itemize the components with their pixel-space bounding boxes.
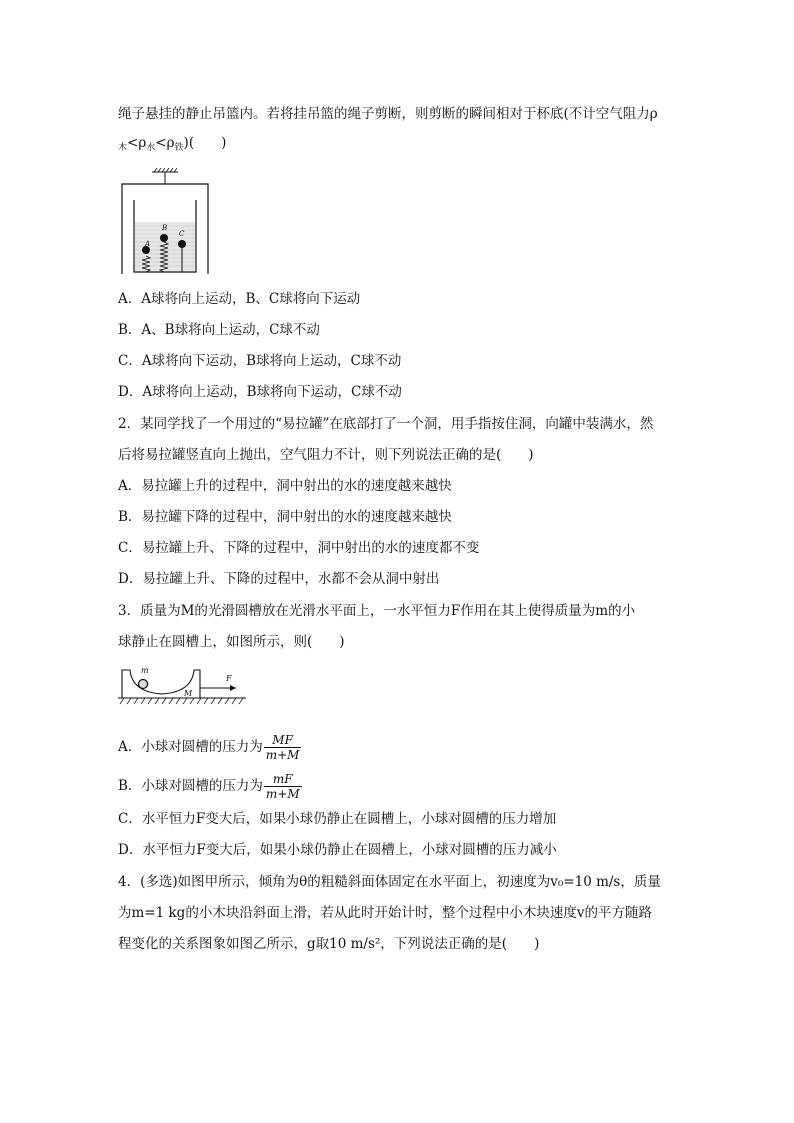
q3-stem-line2: 球静止在圆槽上，如图所示，则( ) [118, 634, 345, 650]
lt-rho-1: <ρ [127, 135, 147, 151]
q4-stem-line3: 程变化的关系图象如图乙所示，g取10 m/s²，下列说法正确的是( ) [118, 936, 540, 952]
sub-wood: 木 [118, 143, 128, 153]
q3-option-a-fraction [264, 733, 302, 762]
q3-option-b-fraction [264, 772, 302, 801]
q2-option-b: B．易拉罐下降的过程中，洞中射出的水的速度越来越快 [118, 509, 452, 525]
q2-stem-line1: 2．某同学找了一个用过的“易拉罐”在底部打了一个洞，用手指按住洞，向罐中装满水，然 [118, 416, 654, 432]
label-a: A [145, 240, 151, 248]
label-M: M [184, 689, 193, 698]
q1-stem-line2 [118, 133, 226, 155]
fraction-denominator: m+M [265, 748, 300, 762]
label-m: m [141, 666, 149, 675]
q3-option-b [118, 771, 302, 801]
sub-water: 水 [146, 143, 156, 153]
q2-option-c: C．易拉罐上升、下降的过程中，洞中射出的水的速度都不变 [118, 540, 480, 556]
label-b: B [162, 224, 168, 232]
q1-figure-basket [120, 166, 212, 276]
q1-stem-line1: 绳子悬挂的静止吊篮内。若将挂吊篮的绳子剪断，则剪断的瞬间相对于杯底(不计空气阻力ρ [118, 106, 658, 122]
q2-option-a: A．易拉罐上升的过程中，洞中射出的水的速度越来越快 [118, 478, 452, 494]
q3-option-c: C．水平恒力F变大后，如果小球仍静止在圆槽上，小球对圆槽的压力增加 [118, 811, 557, 827]
answer-paren: )( ) [183, 135, 227, 151]
q1-option-a: A．A球将向上运动，B、C球将向下运动 [118, 291, 361, 307]
q1-option-b: B．A、B球将向上运动，C球不动 [118, 322, 320, 338]
sub-iron: 铁 [174, 143, 184, 153]
q4-stem-line2: 为m=1 kg的小木块沿斜面上滑，若从此时开始计时，整个过程中小木块速度v的平方随路 [118, 905, 652, 921]
q3-option-b-text: B．小球对圆槽的压力为 [118, 778, 263, 794]
q3-stem-line1: 3．质量为M的光滑圆槽放在光滑水平面上，一水平恒力F作用在其上使得质量为m的小 [118, 603, 636, 619]
q1-option-d: D．A球将向上运动，B球将向下运动，C球不动 [118, 384, 402, 400]
fraction-numerator: MF [264, 733, 302, 748]
fraction-numerator: mF [264, 772, 302, 787]
fraction-denominator: m+M [265, 787, 300, 801]
q1-option-c: C．A球将向下运动，B球将向上运动，C球不动 [118, 353, 402, 369]
q2-stem-line2: 后将易拉罐竖直向上抛出，空气阻力不计，则下列说法正确的是( ) [118, 447, 534, 463]
label-F: F [226, 674, 232, 683]
q4-stem-line1: 4．(多选)如图甲所示，倾角为θ的粗糙斜面体固定在水平面上，初速度为v₀=10 m/s，质量 [118, 874, 661, 890]
q3-option-a-text: A．小球对圆槽的压力为 [118, 739, 263, 755]
q2-option-d: D．易拉罐上升、下降的过程中，水都不会从洞中射出 [118, 571, 440, 587]
q3-option-a [118, 732, 301, 762]
q3-figure-groove [118, 664, 248, 710]
label-c: C [179, 230, 185, 238]
q3-option-d: D．水平恒力F变大后，如果小球仍静止在圆槽上，小球对圆槽的压力减小 [118, 842, 557, 858]
lt-rho-2: <ρ [155, 135, 175, 151]
